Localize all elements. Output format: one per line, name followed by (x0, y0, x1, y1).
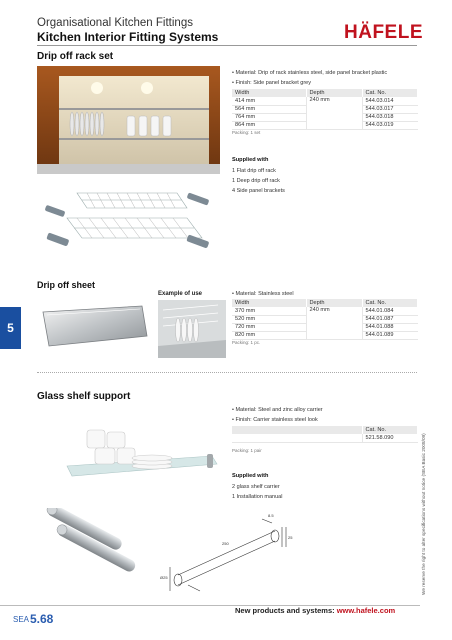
legal-note: We reserve the right to alter specifications without notice (SEA Basic 2008/09) (421, 433, 426, 595)
cell-width: 370 mm (232, 307, 306, 315)
carrier-bars-photo (37, 508, 155, 578)
header-category: Organisational Kitchen Fittings (37, 17, 193, 29)
drip-rack-supplied-title: Supplied with (232, 157, 269, 163)
drip-rack-packing: Packing: 1 set (232, 130, 261, 135)
bullet-item: • Finish: Carrier stainless steel look (232, 415, 323, 425)
section-tab: 5 (0, 307, 21, 349)
drip-rack-spec-table (232, 89, 418, 130)
col-width: Width (232, 89, 306, 97)
cell-cat: 544.03.017 (362, 105, 418, 113)
drip-sheet-packing: Packing: 1 pc. (232, 340, 261, 345)
cell-width: 764 mm (232, 113, 306, 121)
cell-blank (232, 434, 362, 442)
col-cat-no: Cat. No. (362, 299, 418, 307)
drip-sheet-bullets (232, 289, 294, 299)
glass-shelf-packing: Packing: 1 pair (232, 448, 262, 453)
list-item: 1 Installation manual (232, 494, 283, 500)
glass-shelf-supplied-title: Supplied with (232, 473, 269, 479)
col-cat-no: Cat. No. (362, 426, 418, 434)
col-depth: Depth (306, 89, 362, 97)
footer-url[interactable]: www.hafele.com (336, 606, 396, 615)
glass-shelf-title: Glass shelf support (37, 391, 131, 402)
col-width: Width (232, 299, 306, 307)
dim-height: 25 (288, 535, 293, 540)
list-item: 1 Deep drip off rack (232, 178, 280, 184)
cell-width: 564 mm (232, 105, 306, 113)
drip-sheet-product-photo (37, 302, 152, 352)
section-divider (37, 372, 417, 373)
technical-drawing (160, 505, 295, 595)
bullet-item: • Material: Stainless steel (232, 289, 294, 299)
cell-cat: 521.58.090 (362, 434, 418, 442)
cell-width: 520 mm (232, 315, 306, 323)
page-number: 5.68 (30, 612, 54, 626)
footer-label: New products and systems: (235, 606, 337, 615)
glass-shelf-spec-table (232, 426, 418, 443)
drip-rack-bullets (232, 68, 387, 88)
example-of-use-photo (158, 300, 226, 358)
dim-diameter: Ø25 (160, 575, 168, 580)
bullet-item: • Material: Steel and zinc alloy carrier (232, 405, 323, 415)
cell-cat: 544.01.088 (362, 323, 418, 331)
drip-sheet-title: Drip off sheet (37, 280, 96, 290)
cell-width: 720 mm (232, 323, 306, 331)
list-item: 2 glass shelf carrier (232, 484, 280, 490)
list-item: 4 Side panel brackets (232, 188, 285, 194)
table-row (232, 307, 418, 315)
table-row (232, 97, 418, 105)
cell-width: 864 mm (232, 121, 306, 129)
header-rule (37, 45, 417, 46)
page-prefix: SEA (13, 615, 30, 624)
cell-cat: 544.03.018 (362, 113, 418, 121)
cell-cat: 544.01.089 (362, 331, 418, 339)
cell-depth: 240 mm (306, 307, 362, 339)
list-item: 1 Flat drip off rack (232, 168, 276, 174)
glass-shelf-supplied-list (232, 482, 282, 502)
example-of-use-label: Example of use (158, 291, 203, 297)
bullet-item: • Material: Drip of rack stainless steel, side panel bracket plastic (232, 68, 387, 78)
glass-shelf-bullets (232, 405, 323, 425)
table-row (232, 434, 418, 442)
header-subcategory: Kitchen Interior Fitting Systems (37, 30, 219, 44)
cell-cat: 544.03.019 (362, 121, 418, 129)
col-cat-no: Cat. No. (362, 89, 418, 97)
drip-rack-product-photo (37, 178, 220, 258)
drip-rack-supplied-list (232, 166, 285, 196)
cell-cat: 544.01.087 (362, 315, 418, 323)
footer-text (235, 606, 395, 615)
cell-cat: 544.01.084 (362, 307, 418, 315)
col-depth: Depth (306, 299, 362, 307)
cell-depth: 240 mm (306, 97, 362, 129)
kitchen-cabinet-photo (37, 66, 220, 174)
bullet-item: • Finish: Side panel bracket grey (232, 78, 387, 88)
glass-shelf-photo (37, 408, 220, 498)
hafele-logo: HÄFELE (344, 22, 423, 43)
cell-width: 414 mm (232, 97, 306, 105)
drip-rack-title: Drip off rack set (37, 51, 114, 62)
cell-width: 820 mm (232, 331, 306, 339)
dim-depth: 8.5 (268, 513, 274, 518)
drip-sheet-spec-table (232, 299, 418, 340)
cell-cat: 544.03.014 (362, 97, 418, 105)
dim-length: 250 (222, 541, 229, 546)
col-blank (232, 426, 362, 434)
